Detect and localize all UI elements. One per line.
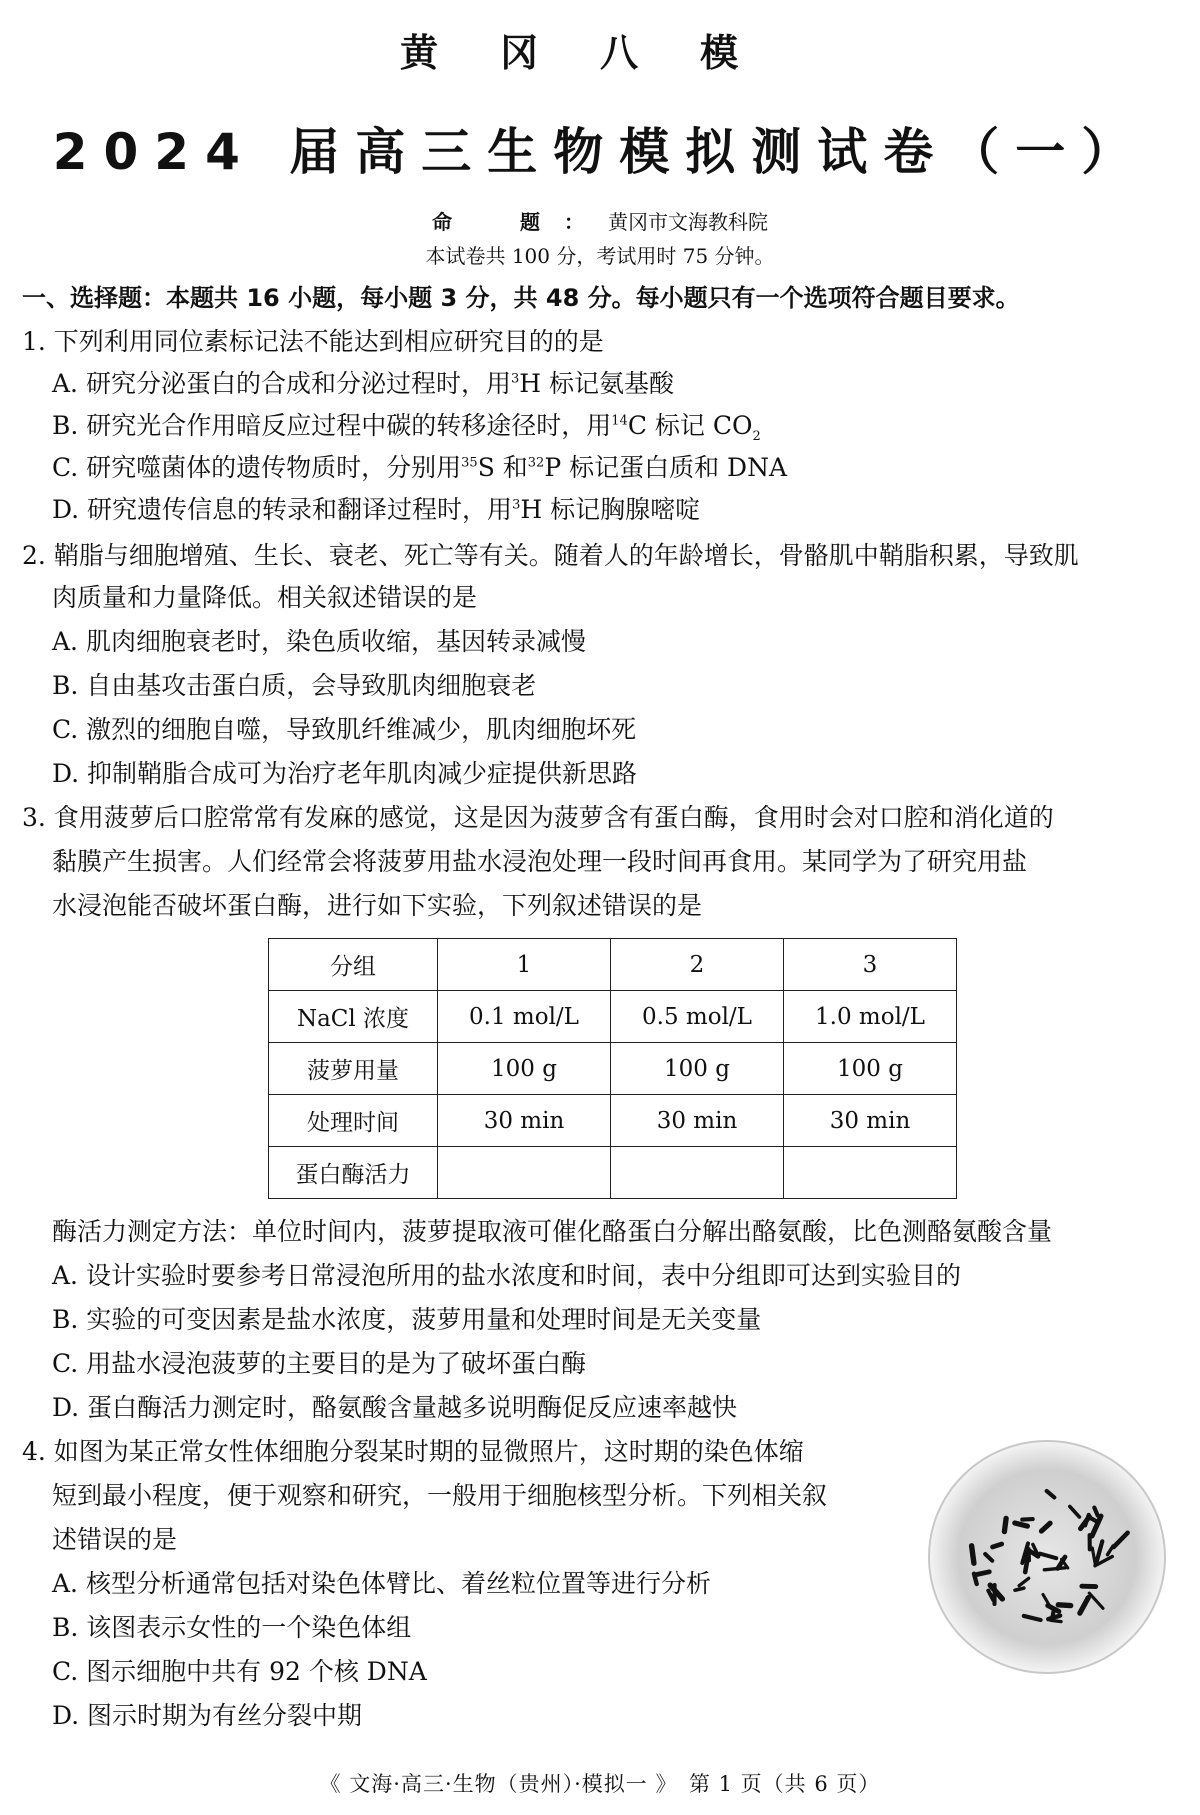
table-row [269,991,957,1043]
table-cell [438,1147,611,1199]
q4-option-b: B. 该图表示女性的一个染色体组 [52,1613,412,1642]
q3-stem-line3: 水浸泡能否破坏蛋白酶，进行如下实验，下列叙述错误的是 [52,891,703,920]
table-row [269,1147,957,1199]
q3-option-a: A. 设计实验时要参考日常浸泡所用的盐水浓度和时间，表中分组即可达到实验目的 [52,1261,961,1290]
table-cell: 1 [438,939,611,991]
q4-stem-line3: 述错误的是 [52,1525,178,1554]
q1-stem: 1. 下列利用同位素标记法不能达到相应研究目的的是 [22,327,604,356]
table-row [269,1095,957,1147]
q4-stem-line1: 4. 如图为某正常女性体细胞分裂某时期的显微照片，这时期的染色体缩 [22,1437,804,1466]
q2-option-d: D. 抑制鞘脂合成可为治疗老年肌肉减少症提供新思路 [52,759,638,788]
chromosome-micrograph [922,1432,1172,1682]
table-cell: 0.5 mol/L [611,991,784,1043]
q1-option-a: A. 研究分泌蛋白的合成和分泌过程时，用$^3$H 标记氨基酸 [52,369,674,398]
page-title: 2024 届高三生物模拟测试卷（一） [52,123,1148,181]
q3-option-b: B. 实验的可变因素是盐水浓度，菠萝用量和处理时间是无关变量 [52,1305,762,1334]
q3-option-c: C. 用盐水浸泡菠萝的主要目的是为了破坏蛋白酶 [52,1349,587,1378]
experiment-table [268,938,957,1199]
table-cell [784,1147,957,1199]
q2-option-a: A. 肌肉细胞衰老时，染色质收缩，基因转录减慢 [52,627,586,656]
table-row [269,939,957,991]
table-cell: 30 min [784,1095,957,1147]
table-cell [611,1147,784,1199]
table-cell: 100 g [438,1043,611,1095]
table-cell: 3 [784,939,957,991]
chromosome [1051,1620,1061,1621]
author-name: 黄冈市文海教科院 [608,210,768,234]
author-line [0,206,1200,235]
table-cell: 分组 [269,939,438,991]
table-cell: 蛋白酶活力 [269,1147,438,1199]
q4-option-d: D. 图示时期为有丝分裂中期 [52,1701,363,1730]
chromosome [1022,1519,1032,1520]
series-title: 黄冈八模 [399,31,800,75]
table-cell: 2 [611,939,784,991]
chromosome [1015,1523,1028,1526]
exam-intro: 本试卷共 100 分，考试用时 75 分钟。 [425,244,775,268]
q1-option-b: B. 研究光合作用暗反应过程中碳的转移途径时，用$^{14}$C 标记 $CO_2$ [52,411,761,444]
table-cell: 处理时间 [269,1095,438,1147]
table-cell: 0.1 mol/L [438,991,611,1043]
section-heading: 一、选择题：本题共 16 小题，每小题 3 分，共 48 分。每小题只有一个选项符合题目要求。 [22,284,1020,312]
chromosome [972,1546,974,1563]
q4-option-a: A. 核型分析通常包括对染色体臂比、着丝粒位置等进行分析 [52,1569,711,1598]
q3-option-d: D. 蛋白酶活力测定时，酪氨酸含量越多说明酶促反应速率越快 [52,1393,738,1422]
page-footer: 《 文海·高三·生物（贵州）·模拟一 》 第 1 页（共 6 页） [319,1772,881,1796]
chromosome [993,1544,1002,1547]
chromosome [977,1572,990,1575]
table-cell: 菠萝用量 [269,1043,438,1095]
chromosome [1044,1568,1065,1570]
table-cell: 100 g [784,1043,957,1095]
q3-stem-line2: 黏膜产生损害。人们经常会将菠萝用盐水浸泡处理一段时间再食用。某同学为了研究用盐 [52,847,1028,876]
table-row [269,1043,957,1095]
chromosome [1004,1518,1006,1531]
table-cell: 30 min [438,1095,611,1147]
chromosome [1015,1588,1024,1590]
q3-method: 酶活力测定方法：单位时间内，菠萝提取液可催化酪蛋白分解出酪氨酸，比色测酪氨酸含量 [52,1217,1053,1246]
q2-stem-line2: 肉质量和力量降低。相关叙述错误的是 [52,583,478,612]
q4-option-c: C. 图示细胞中共有 92 个核 DNA [52,1657,427,1686]
table-cell: 30 min [611,1095,784,1147]
q1-option-c: C. 研究噬菌体的遗传物质时，分别用$^{35}$S 和$^{32}$P 标记蛋白质和 DNA [52,453,788,482]
q2-stem-line1: 2. 鞘脂与细胞增殖、生长、衰老、死亡等有关。随着人的年龄增长，骨骼肌中鞘脂积累，导致肌 [22,541,1079,570]
table-cell: NaCl 浓度 [269,991,438,1043]
q3-stem-line1: 3. 食用菠萝后口腔常常有发麻的感觉，这是因为菠萝含有蛋白酶，食用时会对口腔和消化道的 [22,803,1054,832]
q2-option-c: C. 激烈的细胞自噬，导致肌纤维减少，肌肉细胞坏死 [52,715,637,744]
table-cell: 100 g [611,1043,784,1095]
q4-stem-line2: 短到最小程度，便于观察和研究，一般用于细胞核型分析。下列相关叙 [52,1481,828,1510]
q1-option-d: D. 研究遗传信息的转录和翻译过程时，用$^3$H 标记胸腺嘧啶 [52,495,701,524]
chromosome [1058,1605,1070,1606]
author-label: 命 题： [432,210,608,234]
table-cell: 1.0 mol/L [784,991,957,1043]
q2-option-b: B. 自由基攻击蛋白质，会导致肌肉细胞衰老 [52,671,537,700]
